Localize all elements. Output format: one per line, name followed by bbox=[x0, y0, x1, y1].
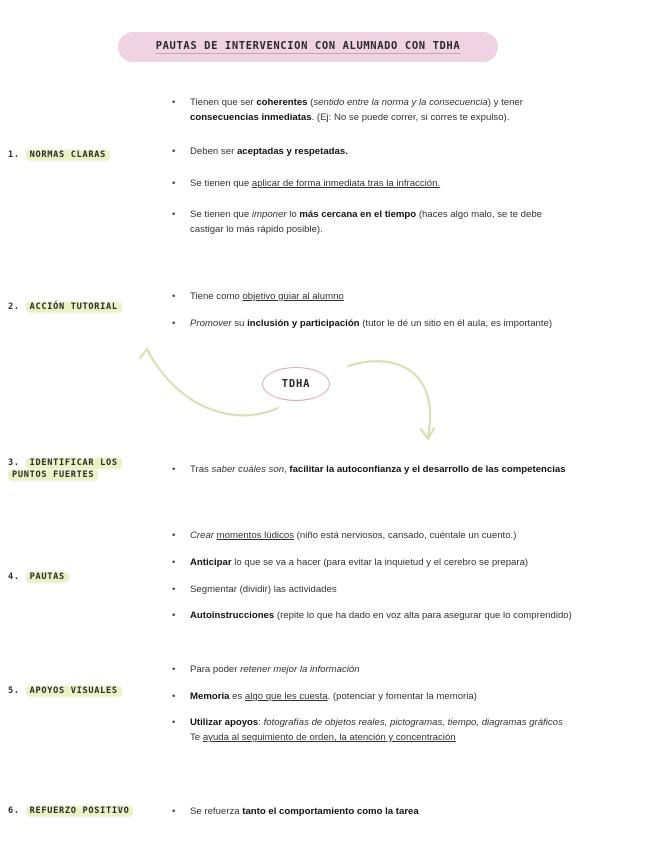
list-item bbox=[172, 144, 650, 159]
text-bold: aceptadas y respetadas. bbox=[236, 146, 348, 157]
page-title-text: PAUTAS DE INTERVENCION CON ALUMNADO CON TDHA bbox=[155, 40, 461, 52]
list-item bbox=[172, 804, 650, 819]
list-item bbox=[172, 316, 650, 331]
text: (haces algo malo, se te debe bbox=[416, 209, 543, 220]
section-2-label bbox=[8, 301, 122, 313]
text-italic: imponer bbox=[251, 209, 287, 220]
text: (repite lo que ha dado en voz alta para asegurar que lo comprendido) bbox=[274, 610, 572, 621]
text: Se tienen que bbox=[190, 209, 252, 220]
text-underlined: aplicar de forma inmediata tras la infracción. bbox=[251, 178, 441, 189]
text-underlined: algo que les cuesta bbox=[244, 691, 328, 702]
text-bold: Memoria bbox=[190, 691, 230, 702]
section-3-number: 3. bbox=[8, 458, 20, 468]
text-italic: saber cuáles son bbox=[211, 464, 285, 475]
text-underlined: objetivo guiar al alumno bbox=[242, 291, 344, 302]
text: ) y tener bbox=[487, 97, 523, 108]
section-1-label bbox=[8, 149, 110, 161]
list-item bbox=[172, 689, 650, 704]
section-6-title: REFUERZO POSITIVO bbox=[26, 804, 134, 818]
section-6-label bbox=[8, 805, 133, 817]
section-2-number: 2. bbox=[8, 302, 20, 312]
text: Para poder bbox=[190, 664, 241, 675]
text: castigar lo más rápido posible). bbox=[190, 224, 323, 235]
section-1-title: NORMAS CLARAS bbox=[26, 148, 110, 162]
section-5-title: APOYOS VISUALES bbox=[26, 684, 122, 698]
text-bold: consecuencias inmediatas bbox=[190, 112, 312, 123]
text-bold: más cercana en el tiempo bbox=[299, 209, 417, 220]
section-1-number: 1. bbox=[8, 150, 20, 160]
text: (niño está nerviosos, cansado, cuéntale un cuento.) bbox=[294, 530, 517, 541]
section-2-title: ACCIÓN TUTORIAL bbox=[26, 300, 122, 314]
list-item bbox=[172, 555, 650, 570]
text-italic: Promover bbox=[190, 318, 232, 329]
section-3-title-line1: IDENTIFICAR LOS bbox=[26, 456, 122, 470]
section-5-label bbox=[8, 685, 122, 697]
text: Se tienen que bbox=[190, 178, 252, 189]
text-underlined: momentos lúdicos bbox=[216, 530, 294, 541]
section-4-title: PAUTAS bbox=[26, 570, 69, 584]
text: Te bbox=[190, 732, 203, 743]
text-italic: sentido entre la norma y la consecuencia bbox=[313, 97, 488, 108]
list-item bbox=[172, 608, 650, 623]
text-italic: fotografías de objetos reales, pictogramas, tiempo, diagramas gráficos bbox=[263, 717, 563, 728]
list-item bbox=[172, 662, 650, 677]
arrow-to-puntos-fuertes bbox=[348, 361, 430, 436]
text-bold: Utilizar apoyos bbox=[190, 717, 259, 728]
text: (tutor le dé un sitio en él aula, es importante) bbox=[359, 318, 553, 329]
text: Tras bbox=[190, 464, 212, 475]
text-bold: facilitar la autoconfianza y el desarrollo de las competencias bbox=[289, 464, 566, 475]
text-bold: Autoinstrucciones bbox=[190, 610, 275, 621]
section-5-number: 5. bbox=[8, 686, 20, 696]
arrow-to-accion-tutorial bbox=[148, 352, 278, 415]
text: lo que se va a hacer (para evitar la inquietud y el cerebro se prepara) bbox=[231, 557, 529, 568]
section-6-number: 6. bbox=[8, 806, 20, 816]
center-node-tdha: TDHA bbox=[262, 367, 330, 401]
section-3-title-line2: PUNTOS FUERTES bbox=[8, 468, 98, 482]
list-item bbox=[172, 715, 650, 745]
text: : bbox=[258, 717, 264, 728]
text: su bbox=[231, 318, 248, 329]
text: Tienen que ser bbox=[190, 97, 257, 108]
text-bold: coherentes bbox=[256, 97, 308, 108]
text-bold: Anticipar bbox=[190, 557, 232, 568]
text-italic: Crear bbox=[190, 530, 214, 541]
text-underlined: ayuda al seguimiento de orden, la atención y concentración bbox=[202, 732, 456, 743]
text-italic: retener mejor la información bbox=[240, 664, 360, 675]
text: ( bbox=[307, 97, 314, 108]
list-item bbox=[172, 95, 650, 125]
section-3-label bbox=[8, 457, 122, 481]
section-4-label bbox=[8, 571, 69, 583]
list-item bbox=[172, 207, 650, 237]
text: . (Ej: No se puede correr, si corres te expulso). bbox=[311, 112, 510, 123]
text: Segmentar (dividir) las actividades bbox=[190, 584, 337, 595]
text: Se refuerza bbox=[190, 806, 243, 817]
text: , bbox=[284, 464, 290, 475]
text-bold: inclusión y participación bbox=[247, 318, 360, 329]
arrow-head-left bbox=[140, 349, 153, 360]
section-4-number: 4. bbox=[8, 572, 20, 582]
text: . (potenciar y fomentar la memoria) bbox=[327, 691, 477, 702]
list-item bbox=[172, 582, 650, 597]
text: es bbox=[229, 691, 245, 702]
text-bold: tanto el comportamiento como la tarea bbox=[242, 806, 419, 817]
list-item bbox=[172, 289, 650, 304]
list-item bbox=[172, 462, 650, 477]
text: Tiene como bbox=[190, 291, 243, 302]
list-item bbox=[172, 528, 650, 543]
text: lo bbox=[286, 209, 300, 220]
list-item bbox=[172, 176, 650, 191]
text: Deben ser bbox=[190, 146, 237, 157]
